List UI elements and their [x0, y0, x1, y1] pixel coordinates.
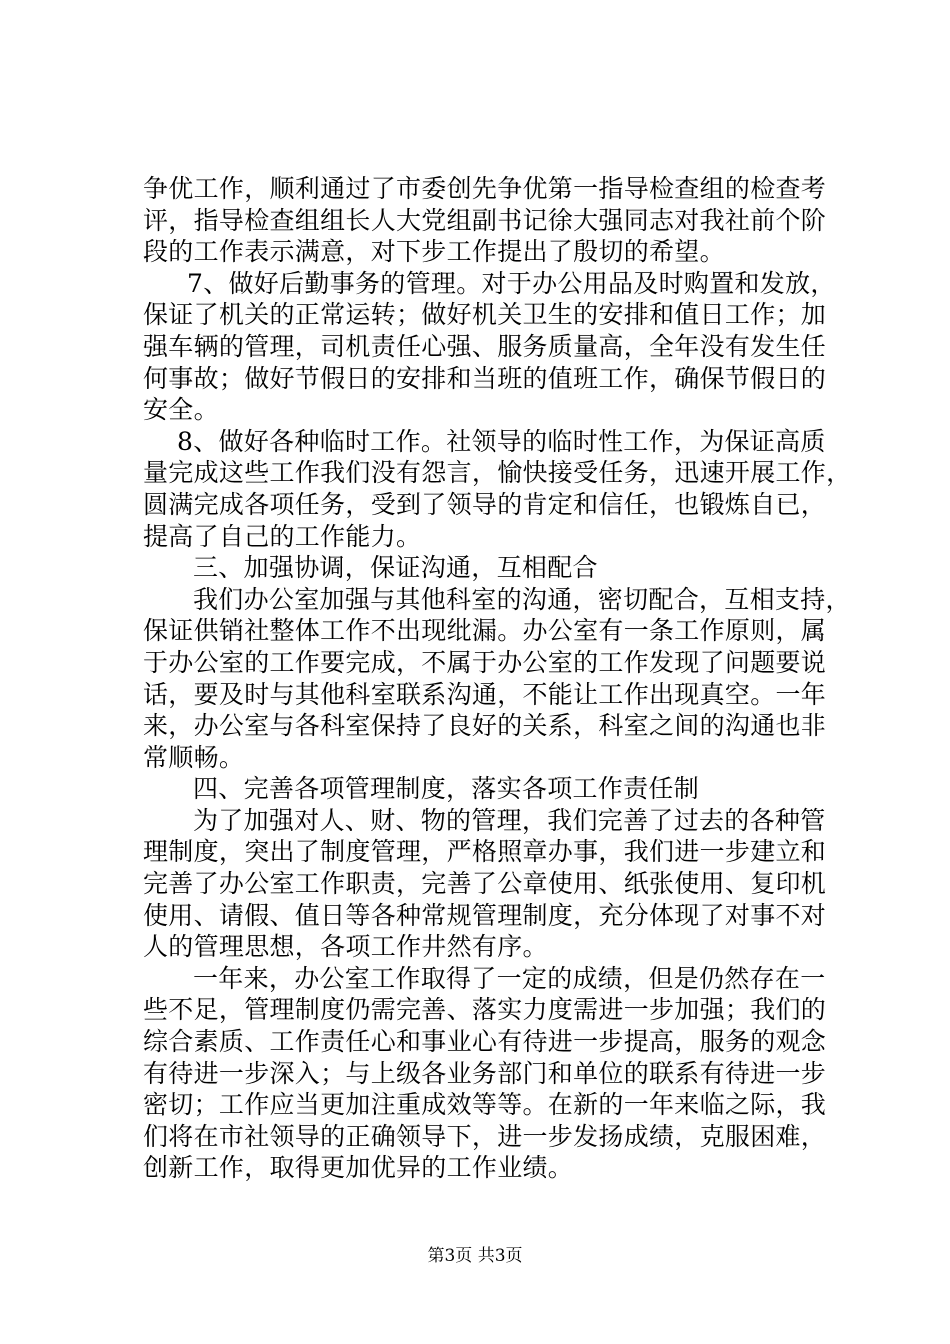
- text-line: 段的工作表示满意，对下步工作提出了殷切的希望。: [143, 237, 725, 267]
- paragraph-start: 我们办公室加强与其他科室的沟通，密切配合，互相支持，: [193, 584, 851, 614]
- text-line: 些不足，管理制度仍需完善、落实力度需进一步加强；我们的: [143, 995, 827, 1025]
- text-line: 常顺畅。: [143, 742, 245, 772]
- text-line: 评，指导检查组组长人大党组副书记徐大强同志对我社前个阶: [143, 205, 827, 235]
- paragraph-start: 为了加强对人、财、物的管理，我们完善了过去的各种管: [193, 805, 826, 835]
- document-body: [143, 173, 852, 1184]
- section-heading-3: 三、加强协调，保证沟通，互相配合: [193, 553, 598, 583]
- paragraph-7-start: 7、做好后勤事务的管理。对于办公用品及时购置和发放，: [187, 268, 836, 298]
- text-line: 有待进一步深入；与上级各业务部门和单位的联系有待进一步: [143, 1058, 827, 1088]
- text-line: 强车辆的管理，司机责任心强、服务质量高，全年没有发生任: [143, 331, 827, 361]
- text-line: 安全。: [143, 395, 219, 425]
- text-line: 提高了自己的工作能力。: [143, 521, 422, 551]
- text-line: 创新工作，取得更加优异的工作业绩。: [143, 1153, 574, 1183]
- paragraph-start: 一年来，办公室工作取得了一定的成绩，但是仍然存在一: [193, 963, 826, 993]
- text-line: 人的管理思想，各项工作井然有序。: [143, 932, 548, 962]
- text-line: 保证供销社整体工作不出现纰漏。办公室有一条工作原则，属: [143, 616, 827, 646]
- text-line: 争优工作，顺利通过了市委创先争优第一指导检查组的检查考: [143, 174, 827, 203]
- page-number-footer: 第3页 共3页: [427, 1246, 523, 1266]
- text-line: 话，要及时与其他科室联系沟通，不能让工作出现真空。一年: [143, 679, 827, 709]
- text-line: 保证了机关的正常运转；做好机关卫生的安排和值日工作；加: [143, 300, 827, 330]
- text-line: 密切；工作应当更加注重成效等等。在新的一年来临之际，我: [143, 1090, 827, 1120]
- text-line: 们将在市社领导的正确领导下，进一步发扬成绩，克服困难，: [143, 1121, 827, 1151]
- text-line: 何事故；做好节假日的安排和当班的值班工作，确保节假日的: [143, 363, 827, 393]
- section-heading-4: 四、完善各项管理制度，落实各项工作责任制: [193, 774, 700, 804]
- text-line: 综合素质、工作责任心和事业心有待进一步提高，服务的观念: [143, 1027, 827, 1057]
- text-line: 来，办公室与各科室保持了良好的关系，科室之间的沟通也非: [143, 711, 827, 741]
- text-line: 量完成这些工作我们没有怨言，愉快接受任务，迅速开展工作，: [143, 458, 852, 488]
- text-line: 完善了办公室工作职责，完善了公章使用、纸张使用、复印机: [143, 869, 827, 899]
- text-line: 使用、请假、值日等各种常规管理制度，充分体现了对事不对: [143, 900, 827, 930]
- text-line: 于办公室的工作要完成，不属于办公室的工作发现了问题要说: [143, 647, 827, 677]
- text-line: 圆满完成各项任务，受到了领导的肯定和信任，也锻炼自已，: [143, 489, 827, 519]
- text-line: 理制度，突出了制度管理，严格照章办事，我们进一步建立和: [143, 837, 827, 867]
- paragraph-8-start: 8、做好各种临时工作。社领导的临时性工作，为保证高质: [177, 426, 826, 456]
